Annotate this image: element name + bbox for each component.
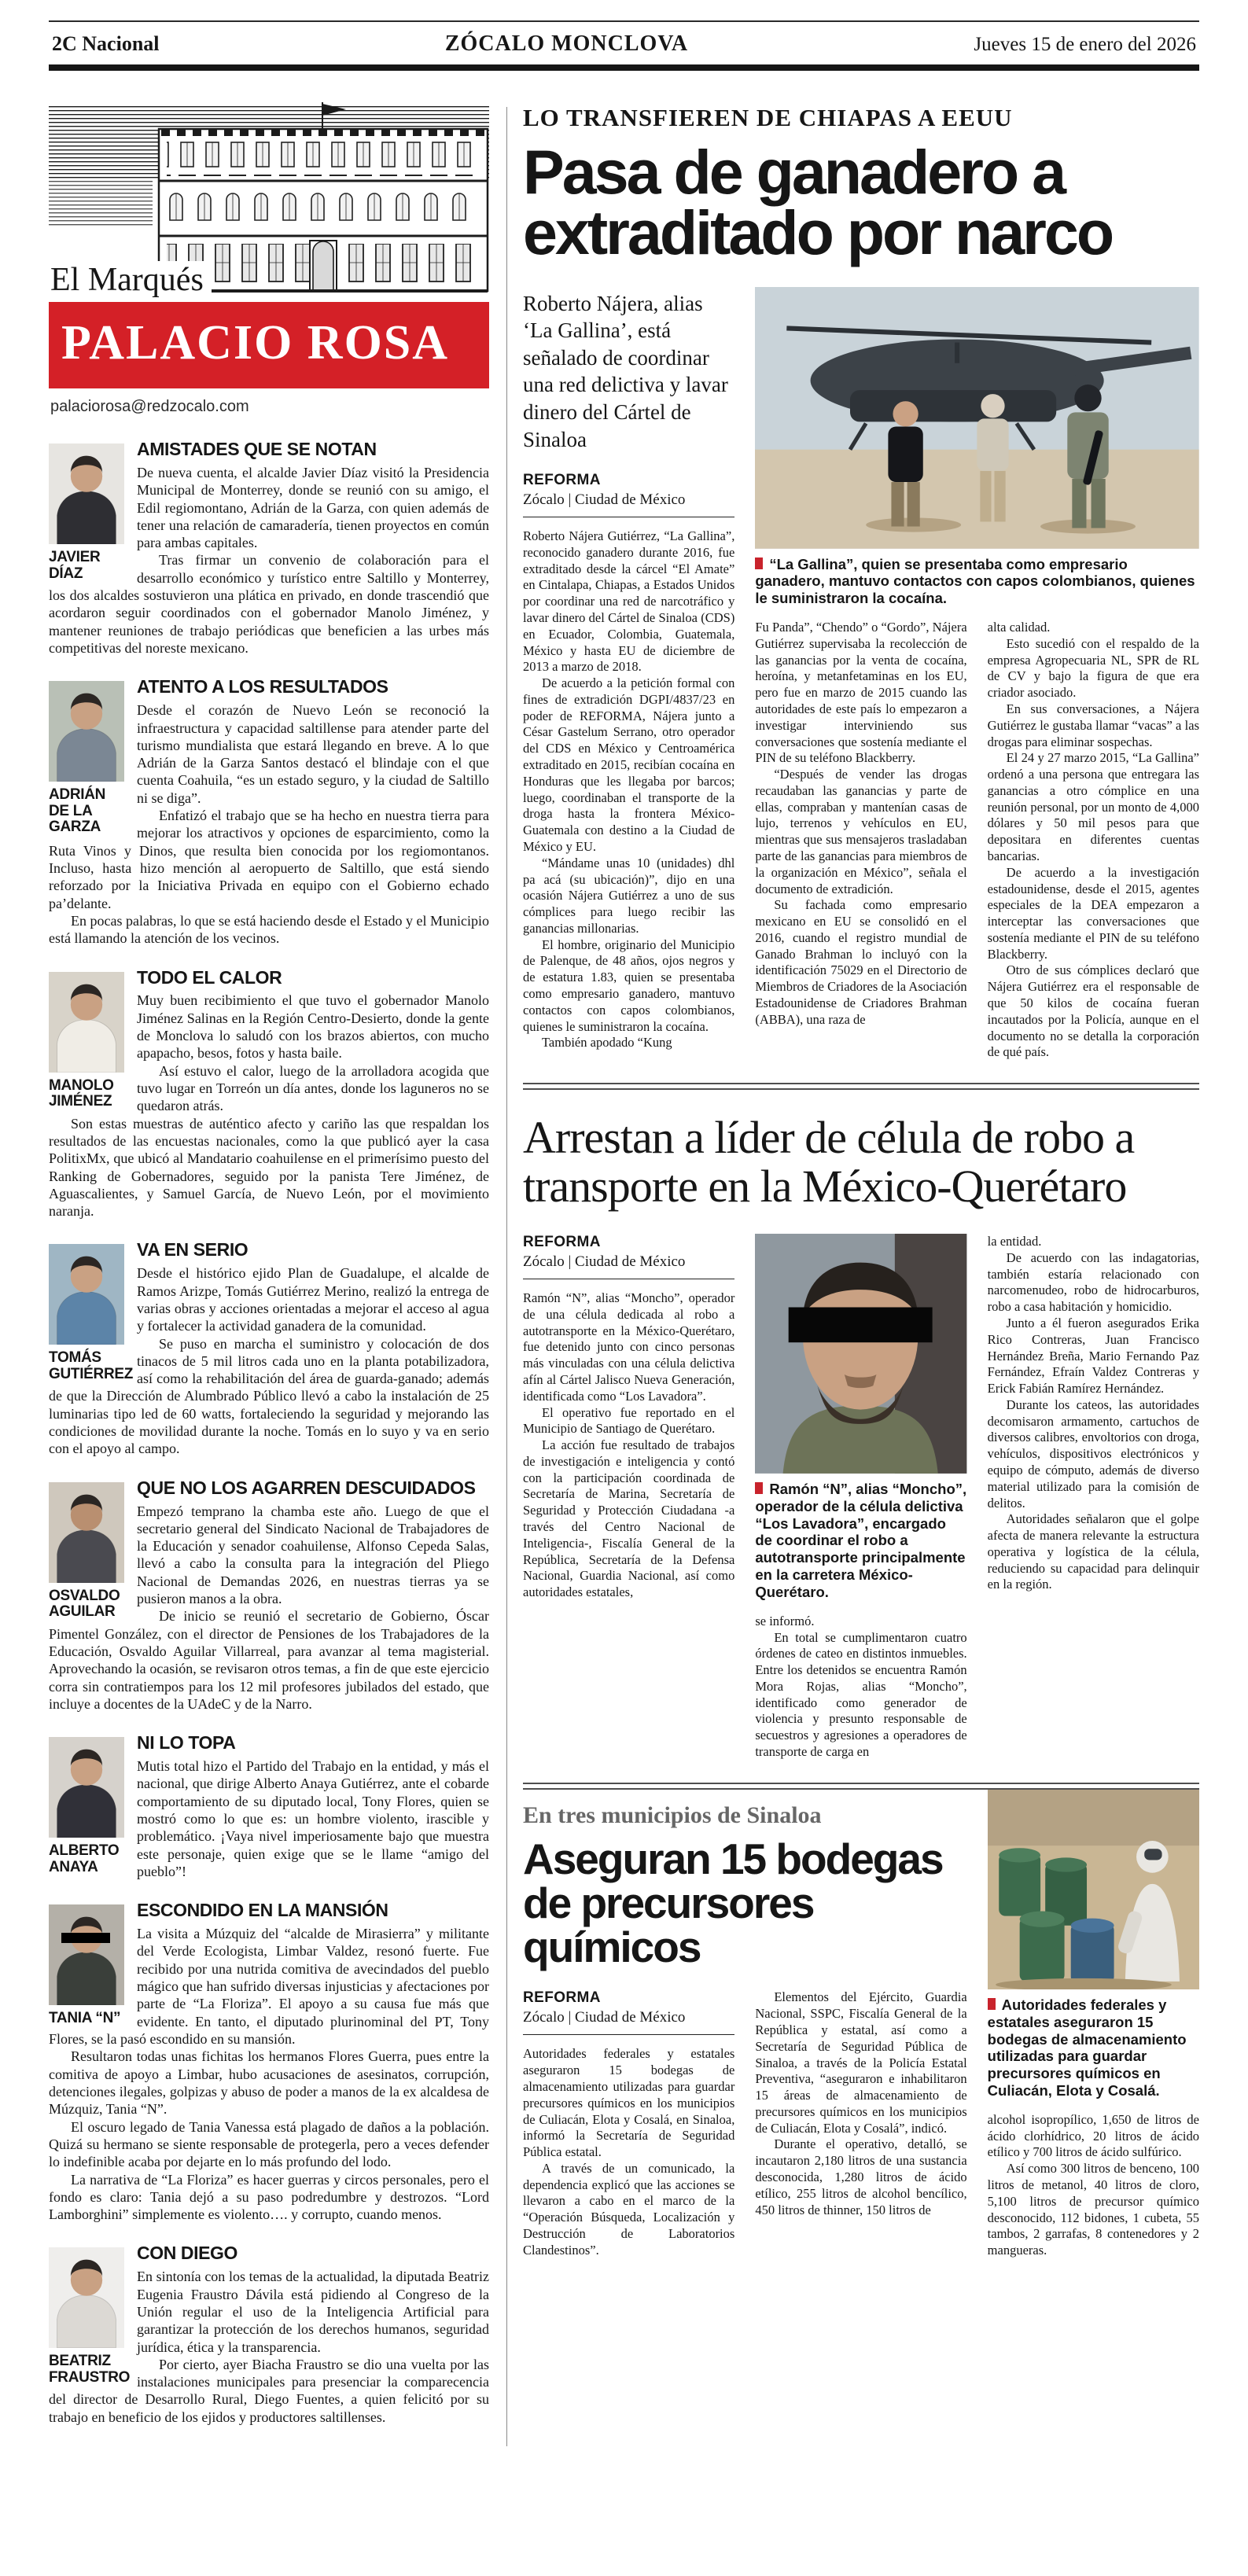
portrait-name: OSVALDO AGUILAR	[49, 1587, 120, 1621]
byline-agency: REFORMA	[523, 472, 601, 489]
article3-headline-block	[523, 1790, 967, 1990]
paragraph: La narrativa de “La Floriza” es hacer guerras y circos personales, pero el fondo es claro: Tania dejó a su paso podredumbre y destrozos. “Lord Lamborghini” simplemente es violento…. y corrupto, cuando menos.	[49, 2171, 489, 2223]
paragraph: Autoridades señalaron que el golpe afecta de manera relevante la estructura operativa y logística de la célula, reduciendo su capacidad para delinquir en la región.	[987, 1511, 1199, 1592]
extradition-photo	[755, 287, 1199, 549]
byline-location: Zócalo | Ciudad de México	[523, 491, 686, 509]
article-separator-rule	[523, 1783, 1199, 1790]
caption-marker-icon	[988, 1998, 996, 2010]
article1-column-3	[988, 620, 1199, 1061]
paragraph: Desde el histórico ejido Plan de Guadalupe, el alcalde de Ramos Arizpe, Tomás Gutiérrez Merino, realizó la entrega de varias obras y acciones orientadas a mejorar el acceso al agua y fortalecer la actividad ganadera de la comunidad.	[137, 1265, 489, 1334]
paragraph: El oscuro legado de Tania Vanessa está plagado de daños a la población. Quizá su hermano se siente responsable de protegerla, pero a veces defender lo indefinible acaba por dejarte en lo más profundo del lodo.	[49, 2118, 489, 2170]
paragraph: El operativo fue reportado en el Municipio de Santiago de Querétaro.	[523, 1404, 735, 1437]
paragraph: alcohol isopropílico, 1,650 de litros de ácido clorhídrico, 20 litros de ácido etílico y 700 litros de ácido sulfúrico.	[987, 2111, 1199, 2160]
caption-text: Autoridades federales y estatales aseguraron 15 bodegas de almacenamiento utilizadas para guardar precursores químicos en Culiacán, Elota y Cosalá.	[987, 1996, 1187, 2099]
paragraph: Autoridades federales y estatales aseguraron 15 bodegas de almacenamiento utilizadas para guardar precursores químicos en los municipios de Culiacán, Elota y Cosalá, en Sinaloa, informó la Secretaría de Seguridad Pública estatal.	[523, 2046, 735, 2160]
column-masthead-art	[49, 102, 489, 300]
column-title-banner: PALACIO ROSA	[49, 302, 489, 388]
person-photo	[49, 1244, 124, 1345]
article3-photo-block	[988, 1790, 1199, 2259]
portrait-name: TANIA “N”	[49, 2010, 121, 2027]
article2-headline: Arrestan a líder de célula de robo a transporte en la México-Querétaro	[523, 1112, 1135, 1212]
paragraph: De inicio se reunió el secretario de Gobierno, Óscar Pimentel González, con el director de Pensiones de los Trabajadores de la Educación, Osvaldo Aguilar Villarreal, para avanzar al tema magisterial. Aprovechando la ocasión, se revisaron otros temas, a fin de que este ejercicio corra sin contratiempos para los 12 mil profesores jubilados del estado, que incluye a docentes de la UAdeC y de la Narro.	[49, 1608, 489, 1712]
article3-headline: Aseguran 15 bodegas de precursores químicos	[523, 1834, 943, 1971]
column-email: palaciorosa@redzocalo.com	[50, 398, 249, 416]
column-section-amistades	[49, 440, 489, 657]
caption-marker-icon	[755, 1482, 763, 1494]
article-extraditado	[523, 104, 1199, 1061]
person-photo	[49, 1737, 124, 1838]
masthead: ZÓCALO MONCLOVA	[444, 31, 689, 56]
article1-photo-block	[755, 287, 1199, 620]
paragraph: Por cierto, ayer Biacha Fraustro se dio una vuelta por las instalaciones municipales para presenciar la comparecencia del director de Desarrollo Rural, Diego Fuentes, a quien felicitó por su trabajo en beneficio de los ejidos y productores saltillenses.	[49, 2356, 489, 2425]
portrait-name: ALBERTO ANAYA	[49, 1842, 120, 1875]
page-header	[49, 20, 1199, 71]
paragraph: Roberto Nájera Gutiérrez, “La Gallina”, reconocido ganadero durante 2016, fue extraditado desde la cárcel “El Amate” en Cintalapa, Chiapas, a Estados Unidos por coordinar una red de narcotráfico y lavar dinero del Cártel de Sinaloa (CDS) en Ecuador, Colombia, Guatemala, México y hasta EU de diciembre de 2013 a marzo de 2018.	[523, 528, 735, 675]
article3-column-1	[523, 1989, 734, 2258]
paragraph: También apodado “Kung	[542, 1035, 672, 1051]
paragraph: Fu Panda”, “Chendo” o “Gordo”, Nájera Gutiérrez supervisaba la recolección de las ganancias por la venta de cocaína, heroína, y metanfetaminas en los EU, pero fue en marzo de 2015 cuando las autoridades de este país lo empezaron a investigar interviniendo sus conversaciones que sostenía mediante el PIN de su teléfono Blackberry.	[755, 620, 967, 766]
palacio-rosa-column	[49, 102, 489, 2446]
portrait-beatriz-fraustro	[49, 2247, 131, 2386]
paragraph: Otro de sus cómplices declaró que Nájera Gutiérrez era el responsable de que 50 kilos de cocaína fueran incautados por la Policía, aunque en el documento no se detalla la corporación de qué país.	[987, 962, 1199, 1060]
person-photo	[49, 443, 124, 544]
paragraph: El hombre, originario del Municipio de Palenque, de 48 años, ojos negros y de estatura 1.83, quien se presentaba como empresario ganadero, mantuvo contactos con capos colombianos, quienes le suministraron la cocaína.	[523, 937, 735, 1034]
byline-agency: REFORMA	[523, 1234, 601, 1251]
article2-byline	[523, 1234, 734, 1279]
paragraph: Empezó temprano la chamba este año. Luego de que el secretario general del Sindicato Nacional de Trabajadores de la Educación y senador coahuilense, Alfonso Cepeda Salas, llevó a cabo la consulta para la integración del Pliego Nacional de Demandas 2026, en nuestras tierras ya se pusieron manos a la obra.	[137, 1503, 489, 1607]
paragraph: se informó.	[755, 1613, 815, 1628]
person-photo	[49, 2247, 124, 2348]
article-separator-rule	[523, 1083, 1199, 1090]
person-photo	[49, 972, 124, 1073]
paragraph: La acción fue resultado de trabajos de investigación e inteligencia y contó con la participación coordinada de Secretaría de Marina, Secretaría de Seguridad y Protección Ciudadana -a través del Centro Nacional de Inteligencia-, Fiscalía General de la República, Secretaría de la Defensa Nacional, Guardia Nacional, así como autoridades estatales,	[523, 1437, 735, 1600]
article1-byline	[523, 472, 734, 517]
byline-location: Zócalo | Ciudad de México	[523, 2009, 686, 2026]
paragraph: Se puso en marcha el suministro y colocación de dos tinacos de 5 mil litros cada uno en la planta potabilizadora, así como la rehabilitación del área de guarda-ganado; además de que la Dirección de Alumbrado Público llevó a cabo la instalación de 25 luminarias tipo led de 60 watts, fortaleciendo la seguridad y mejorando las condiciones de movilidad durante la noche. Tomás en lo suyo y va en serio con el apoyo al campo.	[49, 1335, 489, 1457]
paragraph: Elementos del Ejército, Guardia Nacional, SSPC, Fiscalía General de la República y estatal, así como a Secretaría de Seguridad Pública de Sinaloa, a través de la Policía Estatal Preventiva, “aseguraron e inhabilitaron 15 áreas de almacenamiento de precursores químicos en los municipios de Culiacán, Elota y Cosalá”, indicó.	[755, 1989, 967, 2136]
paragraph: De acuerdo a la petición formal con fines de extradición DGPI/4837/23 en poder de REFORMA, Nájera junto a César Gastelum Serrano, otro operador del CDS en México y Centroamérica extraditado en 2015, recibían cocaína en Honduras que les llegaba por barcos; luego, coordinaban el transporte de la droga hasta la frontera México-Guatemala con destino a la Ciudad de México y EU.	[523, 675, 735, 854]
article2-caption	[755, 1481, 966, 1601]
article3-byline	[523, 1989, 734, 2035]
paragraph: De nueva cuenta, el alcalde Javier Díaz visitó la Presidencia Municipal de Monterrey, donde se reunió con su amigo, el Edil regiomontano, Adrián de la Garza, con quien además de tener una relación de camaradería, tienen proyectos en común para ambas capitales.	[137, 464, 489, 551]
portrait-osvaldo-aguilar	[49, 1482, 124, 1621]
paragraph: Muy buen recibimiento el que tuvo el gobernador Manolo Jiménez Salinas en la Región Centro-Desierto, donde la gente de Monclova lo saludó con los brazos abiertos, con mucho apapacho, besos, fotos y hasta baile.	[137, 992, 489, 1062]
mugshot-scene-photo	[755, 1234, 966, 1474]
mugshot-photo	[755, 1234, 966, 1474]
paragraph: Resultaron todas unas fichitas los hermanos Flores Guerra, pues entre la comitiva de apoyo a Limbar, hubo acusaciones de asesinatos, corrupción, detenciones ilegales, golpizas y abuso de poder a manos de la ex alcaldesa de Múzquiz, Tania “N”.	[49, 2048, 489, 2118]
paragraph: Junto a él fueron asegurados Erika Rico Contreras, Juan Francisco Hernández Breña, Mario Fernando Paz Fernández, Efraín Valdez Contreras y Erick Fabián Ramírez Hernández.	[987, 1315, 1199, 1397]
paragraph: Esto sucedió con el respaldo de la empresa Agropecuaria NL, SPR de RL de CV y bajo la figura de que era criador asociado.	[987, 635, 1199, 701]
portrait-adrian-de-la-garza	[49, 681, 124, 836]
column-section-descuidados	[49, 1478, 489, 1713]
portrait-tomas-gutierrez	[49, 1244, 134, 1382]
paragraph: A través de un comunicado, la dependencia explicó que las acciones se llevaron a cabo en el marco de la “Operación Búsqueda, Localización y Destrucción de Laboratorios Clandestinos”.	[523, 2160, 735, 2258]
paragraph: De acuerdo a la investigación estadounidense, desde el 2015, agentes especiales de la DEA empezaron a interceptar las conversaciones que sostenía mediante el PIN de su teléfono Blackberry.	[987, 864, 1199, 962]
portrait-name: ADRIÁN DE LA GARZA	[49, 786, 106, 836]
column-divider	[506, 107, 507, 2446]
column-section-mansion	[49, 1901, 489, 2223]
article1-column-1	[523, 287, 734, 1061]
portrait-name: MANOLO JIMÉNEZ	[49, 1076, 114, 1110]
paragraph: En sus conversaciones, a Nájera Gutiérrez le gustaba llamar “vacas” a las drogas para eliminar sospechas.	[987, 701, 1199, 749]
page-date: Jueves 15 de enero del 2026	[974, 34, 1196, 55]
caption-text: “La Gallina”, quien se presentaba como empresario ganadero, mantuvo contactos con capos colombianos, quienes le suministraron la cocaína.	[755, 555, 1195, 607]
article3-caption	[988, 1996, 1199, 2099]
paragraph: “Después de vender las drogas recaudaban las ganancias y parte de ellas, compraban y mantenían casas de lujo, terrenos y vehículos en EU, mientras que sus mensajeros trasladaban parte de las ganancias para miembros de la organización en México”, señala el documento de extradición.	[755, 767, 967, 896]
section-heading: ESCONDIDO EN LA MANSIÓN	[137, 1900, 388, 1921]
person-photo	[49, 1904, 124, 2005]
paragraph: De acuerdo con las indagatorias, también estaría relacionado con narcomenudeo, robo de hidrocarburos, robo a casa habitación y homicidio.	[987, 1249, 1199, 1315]
portrait-name: BEATRIZ FRAUSTRO	[49, 2353, 131, 2386]
paragraph: Así como 300 litros de benceno, 100 litros de metanol, 40 litros de cloro, 5,100 litros de precursor químico desconocido, 112 bidones, 1 cubeta, 55 tambos, 2 garrafas, 8 contenedores y 2 mangueras.	[987, 2161, 1199, 2258]
articles-area	[523, 102, 1199, 2446]
section-heading: VA EN SERIO	[137, 1239, 248, 1260]
column-section-atento	[49, 677, 489, 947]
paragraph: En total se cumplimentaron cuatro órdenes de cateo en distintos inmuebles. Entre los detenidos se encuentra Ramón Mora Rojas, alias “Moncho”, identificado como generador de violencia y presunto responsable de secuestros y agresiones a operadores de transporte de carga en	[755, 1629, 967, 1760]
column-section-topa	[49, 1733, 489, 1880]
caption-text: Ramón “N”, alias “Moncho”, operador de la célula delictiva “Los Lavadora”, encargado de coordinar el robo a autotransporte principalmente en la carretera México-Querétaro.	[755, 1480, 967, 1600]
paragraph: Durante el operativo, detalló, se incautaron 2,180 litros de una sustancia desconocida, 1,280 litros de ácido etílico, 255 litros de alcohol bencílico, 450 litros de thinner, 150 litros de	[755, 2136, 967, 2217]
paragraph: Son estas muestras de auténtico afecto y cariño las que respaldan los resultados de las encuestas nacionales, como la que publicó ayer la casa PolitixMx, que ubicó al Mandatario coahuilense en el primerísimo puesto del Ranking de Gobernadores, seguido por la panista Tere Jiménez, de Aguascalientes, y Samuel García, de Nuevo León, por el movimiento naranja.	[49, 1115, 489, 1220]
section-heading: CON DIEGO	[137, 2243, 238, 2264]
article3-column-2	[755, 1989, 966, 2258]
article2-column-2	[755, 1234, 966, 1761]
paragraph: En pocas palabras, lo que se está haciendo desde el Estado y el Municipio está llamando la atención de los vecinos.	[49, 912, 489, 947]
caption-marker-icon	[755, 558, 763, 569]
paragraph: Su fachada como empresario mexicano en EU se consolidó en el 2016, cuando el registro mundial de Ganado Brahman lo incluyó con la identificación 75029 en el Directorio de Miembros de Criadores de la Asociación Estadounidense de Criadores Brahman (ABBA), una raza de	[755, 897, 967, 1027]
person-photo	[49, 1482, 124, 1583]
paragraph: Tras firmar un convenio de colaboración para el desarrollo económico y turístico entre Saltillo y Monterrey, los dos alcaldes sostuvieron una plática en privado, en donde trascendió que acordaron seguir coordinados con el gobernador Manolo Jiménez, y mantener reuniones de trabajo periódicas que beneficien a las urbes más competitivas del noreste mexicano.	[49, 552, 489, 657]
column-section-calor	[49, 968, 489, 1220]
chemical-barrels-scene-photo	[988, 1790, 1199, 1989]
article-bodegas-sinaloa	[523, 1790, 1199, 2259]
section-heading: ATENTO A LOS RESULTADOS	[137, 676, 388, 697]
paragraph: Así estuvo el calor, luego de la arrolladora acogida que tuvo lugar en Torreón un día antes, donde los laguneros no se quedaron atrás.	[137, 1062, 489, 1114]
portrait-alberto-anaya	[49, 1737, 124, 1875]
article2-column-1	[523, 1234, 734, 1761]
paragraph: “Mándame unas 10 (unidades) dhl pa acá (su ubicación)”, dijo en una ocasión Nájera Gutiérrez a uno de sus cómplices para luego recibir las ganancias millonarias.	[523, 855, 735, 936]
article-arresto-moncho	[523, 1113, 1199, 1761]
article2-column-3	[988, 1234, 1199, 1761]
paragraph: Mutis total hizo el Partido del Trabajo en la entidad, y más el nacional, que dirige Alberto Anaya Gutiérrez, ante el cobarde comportamiento de su diputado local, Tony Flores, quien se mostró como lo que es: un hombre violento, irascible y problemático. ¡Vaya nivel imperiosamente bajo que muestra este personaje, quien exige que se le llame “amigo del pueblo”!	[137, 1758, 489, 1879]
portrait-name: TOMÁS GUTIÉRREZ	[49, 1349, 134, 1382]
byline-agency: REFORMA	[523, 1989, 601, 2007]
paragraph: Enfatizó el trabajo que se ha hecho en nuestra tierra para mejorar los atractivos y opciones de esparcimiento, como la Ruta Vinos y Dinos, que resulta bien conocida por los regiomontanos. Incluso, hasta hizo mención al aeropuerto de Saltillo, que está siendo reforzado por la Iniciativa Privada en equipo con el Gobierno echado pa’delante.	[49, 808, 489, 911]
paragraph: La visita a Múzquiz del “alcalde de Mirasierra” y militante del Verde Ecologista, Limbar Valdez, resonó fuerte. Fue recibido por una nutrida comitiva de avecindados del pueblo mágico que han sufrido diversas injusticias y afectaciones por parte de “La Floriza”. El apoyo a su causa fue más que evidente. En tanto, el diputado plurinominal del PT, Tony Flores, se la pasó escondido en su mansión.	[49, 1926, 489, 2048]
article1-caption	[755, 556, 1199, 607]
article3-kicker: En tres municipios de Sinaloa	[523, 1801, 822, 1828]
column-section-diego	[49, 2243, 489, 2426]
paragraph: En sintonía con los temas de la actualidad, la diputada Beatriz Eugenia Fraustro Dávila está pidiendo al Congreso de la Unión regular el uso de la Inteligencia Artificial para garantizar la protección de los derechos humanos, seguridad jurídica, ética y la transparencia.	[137, 2269, 489, 2355]
column-section-serio	[49, 1240, 489, 1457]
column-brand: El Marqués	[49, 261, 212, 299]
section-heading: NI LO TOPA	[137, 1732, 236, 1754]
portrait-tania-n	[49, 1904, 124, 2027]
portrait-javier-diaz	[49, 443, 124, 582]
byline-location: Zócalo | Ciudad de México	[523, 1253, 686, 1271]
person-photo	[49, 681, 124, 782]
article1-deck: Roberto Nájera, alias ‘La Gallina’, está señalado de coordinar una red delictiva y lavar dinero del Cártel de Sinaloa	[523, 291, 728, 451]
section-heading: AMISTADES QUE SE NOTAN	[137, 439, 377, 460]
paragraph: El 24 y 27 marzo 2015, “La Gallina” ordenó a una persona que entregara las ganancias a otro cómplice en una reunión personal, por un monto de 4,000 dólares y 50 mil pesos para que depositara en diferentes cuentas bancarias.	[987, 750, 1199, 863]
helicopter-scene-photo	[755, 287, 1199, 549]
article1-kicker: LO TRANSFIEREN DE CHIAPAS A EEUU	[523, 104, 1013, 131]
section-heading: QUE NO LOS AGARREN DESCUIDADOS	[137, 1477, 476, 1498]
paragraph: Durante los cateos, las autoridades decomisaron armamento, cartuchos de diversos calibres, envoltorios con droga, vehículos, dispositivos electrónicos y equipo de cómputo, además de diverso material utilizado para la comisión de delitos.	[987, 1397, 1199, 1511]
paragraph: la entidad.	[987, 1234, 1042, 1249]
article1-headline: Pasa de ganadero a extraditado por narco	[523, 137, 1113, 268]
section-heading: TODO EL CALOR	[137, 966, 282, 988]
portrait-name: JAVIER DÍAZ	[49, 549, 101, 582]
eye-censor-bar	[61, 1933, 110, 1943]
page-section-label: 2C Nacional	[52, 32, 160, 55]
article1-column-2	[755, 620, 966, 1061]
portrait-manolo-jimenez	[49, 972, 124, 1110]
paragraph: Ramón “N”, alias “Moncho”, operador de una célula dedicada al robo a autotransporte en la México-Querétaro, fue detenido junto con cinco personas más vinculadas con una célula delictiva afín al Cártel Jalisco Nueva Generación, identificada como “Los Lavadora”.	[523, 1290, 735, 1404]
paragraph: alta calidad.	[987, 620, 1051, 635]
paragraph: Desde el corazón de Nuevo León se reconoció la infraestructura y capacidad saltillense para atender parte del turismo mundialista que estará llegando en breve. A lo que Adrián de la Garza Santos destacó el blindaje con el que cuenta Coahuila, “es un estado seguro, y la ciudad de Saltillo ni se diga”.	[137, 702, 489, 806]
precursores-photo	[988, 1790, 1199, 1989]
